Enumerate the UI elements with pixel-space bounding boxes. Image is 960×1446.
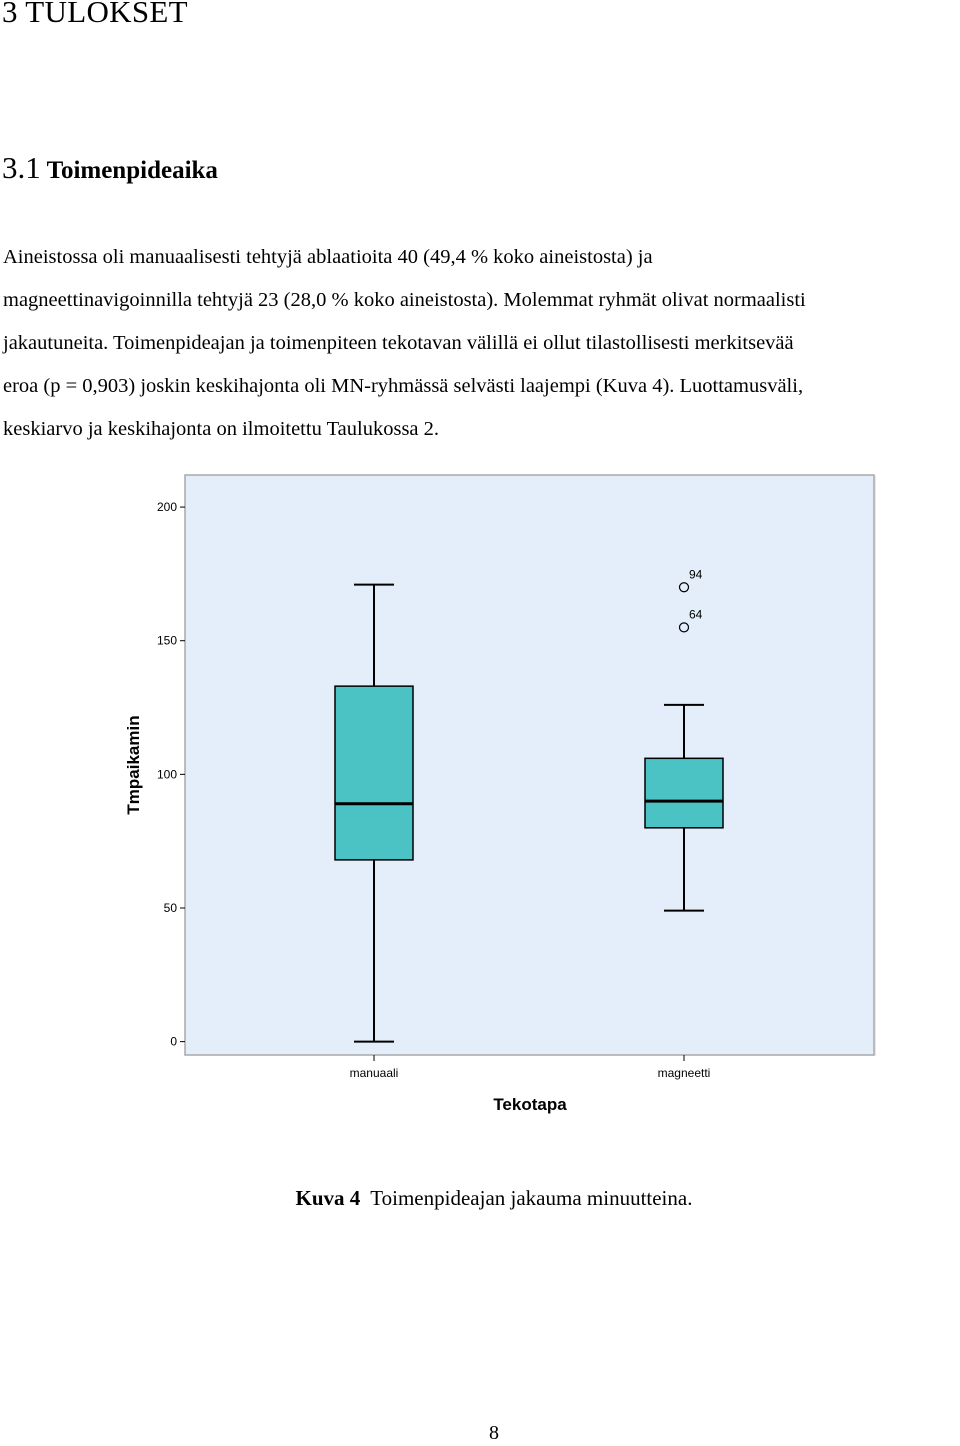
caption-label: Kuva 4 xyxy=(295,1186,361,1210)
section-title: Toimenpideaika xyxy=(46,157,218,184)
section-heading xyxy=(2,150,218,186)
paragraph-line: keskiarvo ja keskihajonta on ilmoitettu Taulukossa 2. xyxy=(3,418,440,440)
box-magneetti xyxy=(645,758,723,827)
outlier-label: 94 xyxy=(689,567,703,582)
y-tick-label: 0 xyxy=(170,1034,177,1049)
x-tick-label: manuaali xyxy=(349,1066,399,1080)
x-tick-label: magneetti xyxy=(657,1066,711,1080)
y-tick-label: 200 xyxy=(156,500,177,515)
y-tick-label: 100 xyxy=(156,767,177,782)
outlier-label: 64 xyxy=(689,607,703,622)
chapter-heading: 3 TULOKSET xyxy=(2,0,188,29)
y-axis-title: Tmpaikamin xyxy=(124,715,143,815)
caption-text: Toimenpideajan jakauma minuutteina. xyxy=(370,1186,693,1210)
y-tick-label: 150 xyxy=(156,633,177,648)
boxplot-chart xyxy=(0,460,960,1140)
box-manuaali xyxy=(335,686,413,860)
section-number: 3.1 xyxy=(2,150,41,185)
page-number: 8 xyxy=(489,1422,499,1444)
paragraph-line: jakautuneita. Toimenpideajan ja toimenpiteen tekotavan välillä ei ollut tilastollisesti merkitsevää xyxy=(3,332,794,354)
figure-caption xyxy=(0,1186,960,1211)
paragraph-line: Aineistossa oli manuaalisesti tehtyjä ablaatioita 40 (49,4 % koko aineistosta) ja xyxy=(3,246,653,268)
plot-area xyxy=(185,475,874,1055)
body-paragraph xyxy=(3,236,960,451)
paragraph-line: magneettinavigoinnilla tehtyjä 23 (28,0 % koko aineistosta). Molemmat ryhmät olivat normaalisti xyxy=(3,289,806,311)
paragraph-line: eroa (p = 0,903) joskin keskihajonta oli MN-ryhmässä selvästi laajempi (Kuva 4). Luottamusväli, xyxy=(3,375,804,397)
y-tick-label: 50 xyxy=(163,900,177,915)
x-axis-title: Tekotapa xyxy=(493,1095,567,1114)
